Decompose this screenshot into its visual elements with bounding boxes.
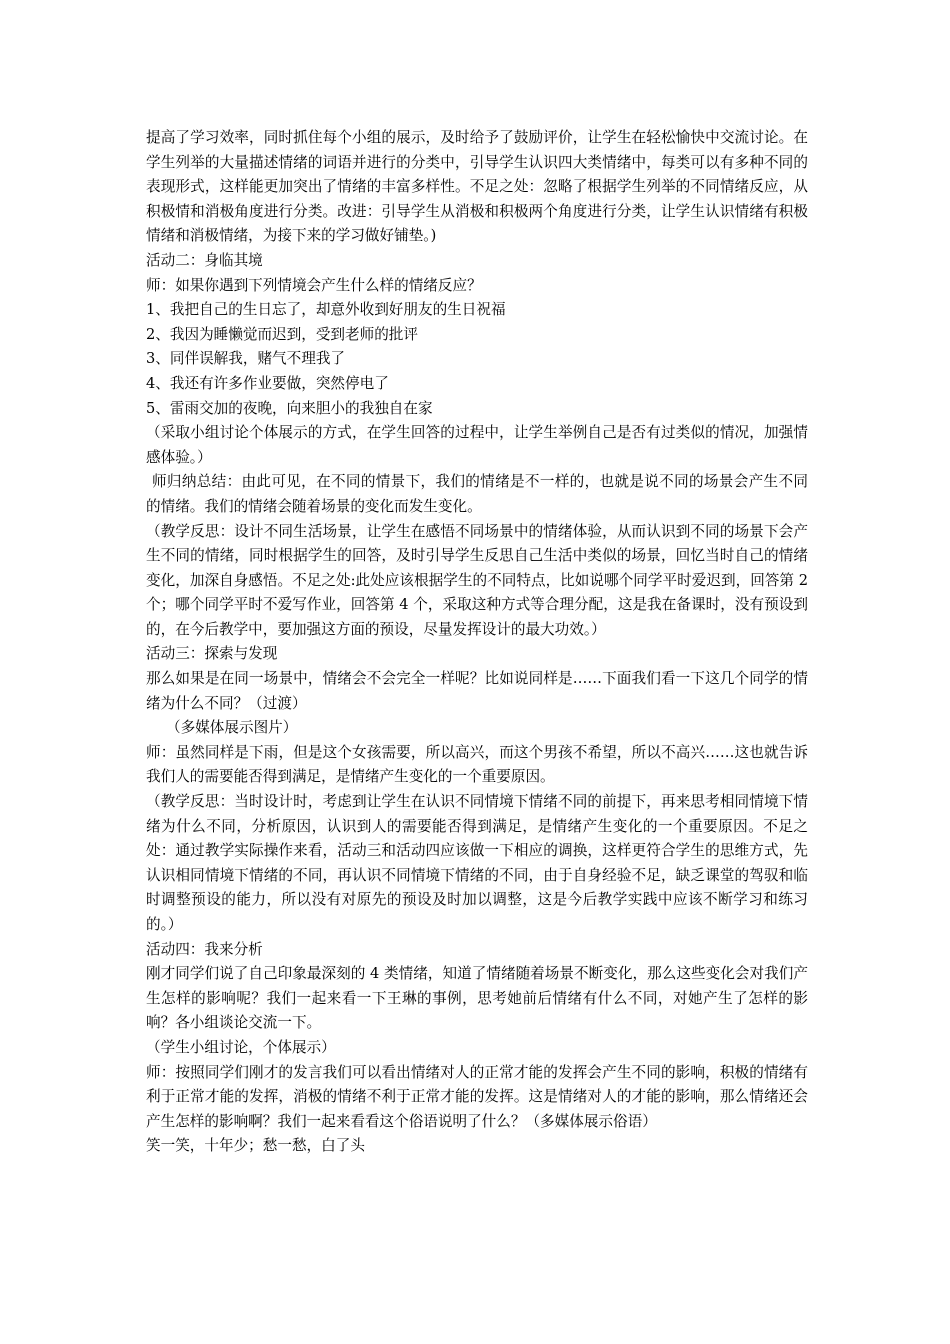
- paragraph-four-emotions: 刚才同学们说了自己印象最深刻的 4 类情绪，知道了情绪随着场景不断变化，那么这些变化会对我们产生怎样的影响呢？我们一起来看一下王琳的事例，思考她前后情绪有什么不同，对她产生了怎样的影响？各小组谈论交流一下。: [146, 965, 808, 1032]
- paragraph-reflection-two: （教学反思：设计不同生活场景，让学生在感悟不同场景中的情绪体验，从而认识到不同的场景下会产生不同的情绪，同时根据学生的回答，及时引导学生反思自己生活中类似的场景，回忆当时自己的情绪变化，加深自身感悟。不足之处:此处应该根据学生的不同特点，比如说哪个同学平时爱迟到，回答第 2 个；哪个同学平时不爱写作业，回答第 4 个，采取这种方式等合理分配，这是我在备课时，没有预设到的，在今后教学中，要加强这方面的预设，尽量发挥设计的最大功效。）: [146, 522, 808, 638]
- paragraph-reflection-intro: 提高了学习效率，同时抓住每个小组的展示，及时给予了鼓励评价，让学生在轻松愉快中交流讨论。在学生列举的大量描述情绪的词语并进行的分类中，引导学生认识四大类情绪中，每类可以有多种不同的表现形式，这样能更加突出了情绪的丰富多样性。不足之处：忽略了根据学生列举的不同情绪反应，从积极情和消极角度进行分类。改进：引导学生从消极和积极两个角度进行分类，让学生认识情绪有积极情绪和消极情绪，为接下来的学习做好铺垫。): [146, 129, 808, 245]
- paragraph-teacher-rain: 师：虽然同样是下雨，但是这个女孩需要，所以高兴，而这个男孩不希望，所以不高兴……这也就告诉我们人的需要能否得到满足，是情绪产生变化的一个重要原因。: [146, 743, 808, 786]
- list-item-scenario-4: 4、我还有许多作业要做，突然停电了: [146, 374, 389, 392]
- paragraph-media-note: （多媒体展示图片）: [166, 719, 298, 737]
- paragraph-teacher-influence: 师：按照同学们刚才的发言我们可以看出情绪对人的正常才能的发挥会产生不同的影响，积极的情绪有利于正常才能的发挥，消极的情绪不利于正常才能的发挥。这是情绪对人的才能的影响，那么情绪还会产生怎样的影响啊？我们一起来看看这个俗语说明了什么？（多媒体展示俗语）: [146, 1063, 808, 1130]
- paragraph-group-display-note: （学生小组讨论，个体展示）: [146, 1038, 336, 1056]
- list-item-scenario-2: 2、我因为睡懒觉而迟到，受到老师的批评: [146, 325, 418, 343]
- paragraph-teacher-question: 师：如果你遇到下列情境会产生什么样的情绪反应？: [146, 276, 482, 294]
- heading-activity-two: 活动二：身临其境: [146, 251, 263, 269]
- paragraph-group-discussion-note: （采取小组讨论个体展示的方式，在学生回答的过程中，让学生举例自己是否有过类似的情况，加强情感体验。）: [146, 424, 808, 466]
- paragraph-teacher-summary: 师归纳总结：由此可见，在不同的情景下，我们的情绪是不一样的，也就是说不同的场景会产生不同的情绪。我们的情绪会随着场景的变化而发生变化。: [146, 473, 808, 515]
- list-item-scenario-3: 3、同伴误解我，赌气不理我了: [146, 350, 346, 368]
- paragraph-transition: 那么如果是在同一场景中，情绪会不会完全一样呢？比如说同样是……下面我们看一下这几个同学的情绪为什么不同？（过渡）: [146, 670, 808, 712]
- list-item-scenario-5: 5、雷雨交加的夜晚，向来胆小的我独自在家: [146, 399, 433, 417]
- paragraph-proverb: 笑一笑，十年少；愁一愁，白了头: [146, 1137, 365, 1155]
- paragraph-reflection-three: （教学反思：当时设计时，考虑到让学生在认识不同情境下情绪不同的前提下，再来思考相同情境下情绪为什么不同，分析原因，认识到人的需要能否得到满足，是情绪产生变化的一个重要原因。不足之处：通过教学实际操作来看，活动三和活动四应该做一下相应的调换，这样更符合学生的思维方式，先认识相同情境下情绪的不同，再认识不同情境下情绪的不同，由于自身经验不足，缺乏课堂的驾驭和临时调整预设的能力，所以没有对原先的预设及时加以调整，这是今后教学实践中应该不断学习和练习的。）: [146, 793, 808, 933]
- heading-activity-three: 活动三：探索与发现: [146, 645, 278, 663]
- document-body: [146, 126, 808, 1159]
- list-item-scenario-1: 1、我把自己的生日忘了，却意外收到好朋友的生日祝福: [146, 301, 506, 319]
- heading-activity-four: 活动四：我来分析: [146, 940, 263, 958]
